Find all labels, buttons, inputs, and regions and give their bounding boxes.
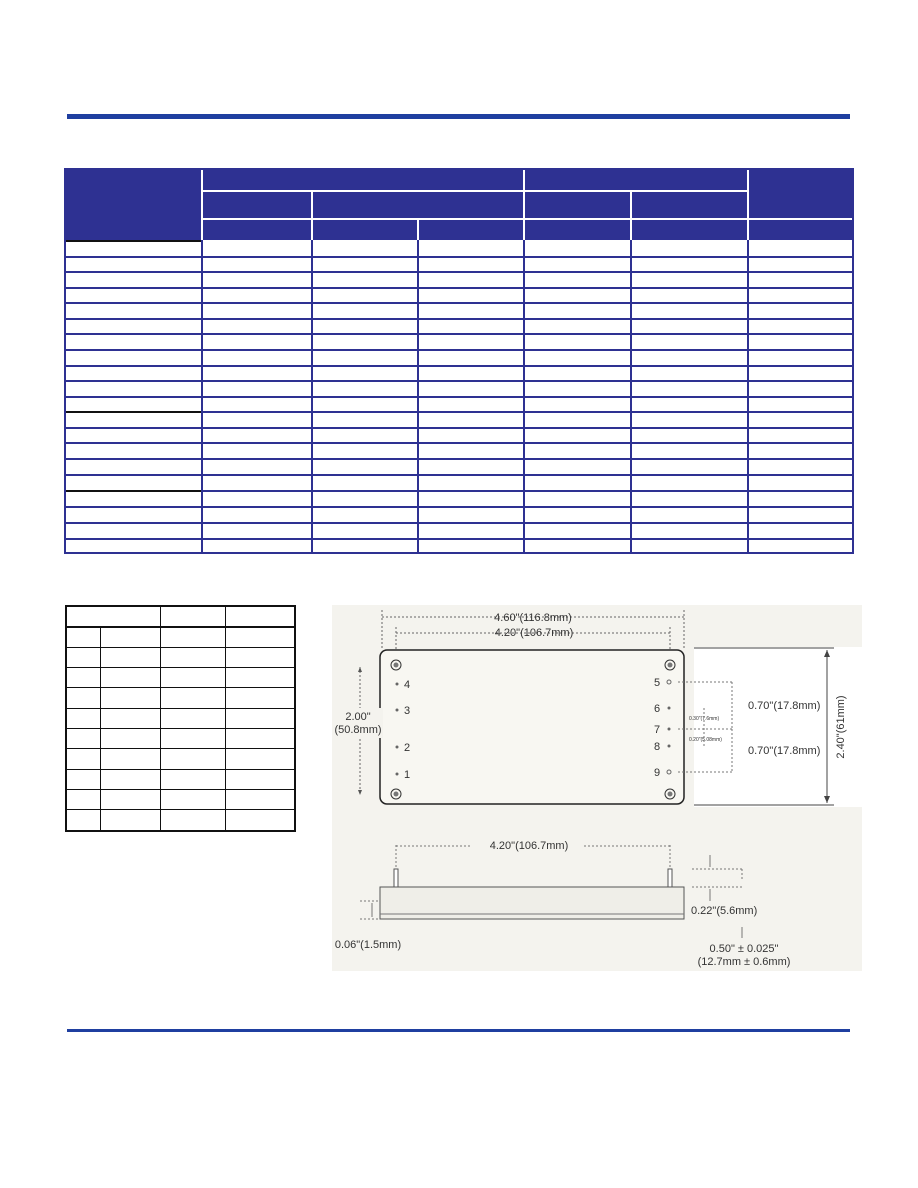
- pin-label: 2: [404, 742, 411, 754]
- bottom-rule: [67, 1029, 850, 1032]
- row-divider: [66, 538, 852, 540]
- dim-height: 0.50" ± 0.025": [709, 943, 779, 955]
- specifications-table: [64, 168, 854, 554]
- row-divider: [66, 427, 852, 429]
- mechanical-drawing: [332, 605, 862, 971]
- row-divider: [66, 287, 852, 289]
- header-divider: [203, 190, 525, 192]
- dim-hole-spacing-width: 4.20"(106.7mm): [494, 627, 574, 639]
- pin-label: 7: [654, 724, 661, 736]
- dim-pin-length: 0.22"(5.6mm): [691, 905, 758, 917]
- pin-icon: [668, 869, 672, 887]
- header-divider: [630, 192, 632, 240]
- dim-pin-pitch-upper: 0.70"(17.8mm): [748, 700, 821, 712]
- group-divider: [66, 411, 201, 413]
- header-divider: [201, 170, 203, 240]
- header-divider: [525, 190, 747, 192]
- header-divider: [203, 218, 852, 220]
- dim-standoff: 0.06"(1.5mm): [334, 939, 402, 951]
- dim-hole-spacing-height-mm: (50.8mm): [334, 724, 382, 736]
- row-divider: [66, 522, 852, 524]
- pin-dot-icon: [396, 773, 399, 776]
- pin-icon: [394, 869, 398, 887]
- row-divider: [66, 442, 852, 444]
- row-divider: [66, 302, 852, 304]
- group-divider: [66, 240, 201, 242]
- pin-label: 4: [404, 679, 411, 691]
- row-divider: [66, 396, 852, 398]
- pin-dot-icon: [668, 728, 671, 731]
- dim-side-pin-spacing: 4.20"(106.7mm): [489, 840, 569, 852]
- dim-pin-pitch-lower: 0.70"(17.8mm): [748, 745, 821, 757]
- pin-label: 9: [654, 767, 661, 779]
- dim-overall-width: 4.60"(116.8mm): [494, 612, 572, 624]
- row-divider: [66, 458, 852, 460]
- pin-row-divider: [67, 667, 294, 668]
- pin-dot-icon: [396, 746, 399, 749]
- module-top-outline: [380, 650, 684, 804]
- row-divider: [66, 506, 852, 508]
- header-divider: [311, 192, 313, 240]
- dim-height-mm: (12.7mm ± 0.6mm): [697, 956, 791, 968]
- header-divider: [523, 170, 525, 240]
- row-divider: [66, 349, 852, 351]
- pin-row-divider: [67, 748, 294, 749]
- header-divider: [747, 170, 749, 240]
- pin-label: 6: [654, 703, 661, 715]
- row-divider: [66, 380, 852, 382]
- row-divider: [66, 365, 852, 367]
- pin-row-divider: [67, 789, 294, 790]
- pin-row-divider: [67, 708, 294, 709]
- group-divider: [66, 490, 201, 492]
- dim-hole-spacing-height: 2.00": [345, 711, 371, 723]
- dim-overall-height: 2.40"(61mm): [835, 695, 847, 759]
- row-divider: [66, 474, 852, 476]
- pin-dot-icon: [668, 745, 671, 748]
- top-rule: [67, 114, 850, 119]
- pin-row-divider: [67, 809, 294, 810]
- dim-pin-small-2: 0.20"(5.08mm): [689, 737, 722, 743]
- pin-connection-table: [65, 605, 296, 832]
- row-divider: [66, 333, 852, 335]
- pin-row-divider: [67, 728, 294, 729]
- pin-row-divider: [67, 647, 294, 648]
- pin-row-divider: [67, 769, 294, 770]
- pin-col-divider: [225, 607, 226, 830]
- pin-label: 1: [404, 769, 411, 781]
- pin-label: 8: [654, 741, 661, 753]
- header-divider: [417, 220, 419, 240]
- pin-row-divider: [67, 687, 294, 688]
- pin-dot-icon: [396, 709, 399, 712]
- pin-row-divider: [67, 626, 294, 628]
- pin-col-divider: [160, 607, 161, 830]
- dim-pin-small-1: 0.30"(7.6mm): [689, 716, 720, 722]
- table-header: [66, 170, 852, 240]
- pin-label: 5: [654, 677, 661, 689]
- pin-label: 3: [404, 705, 411, 717]
- row-divider: [66, 256, 852, 258]
- pin-dot-icon: [668, 707, 671, 710]
- row-divider: [66, 271, 852, 273]
- pin-dot-icon: [396, 683, 399, 686]
- row-divider: [66, 318, 852, 320]
